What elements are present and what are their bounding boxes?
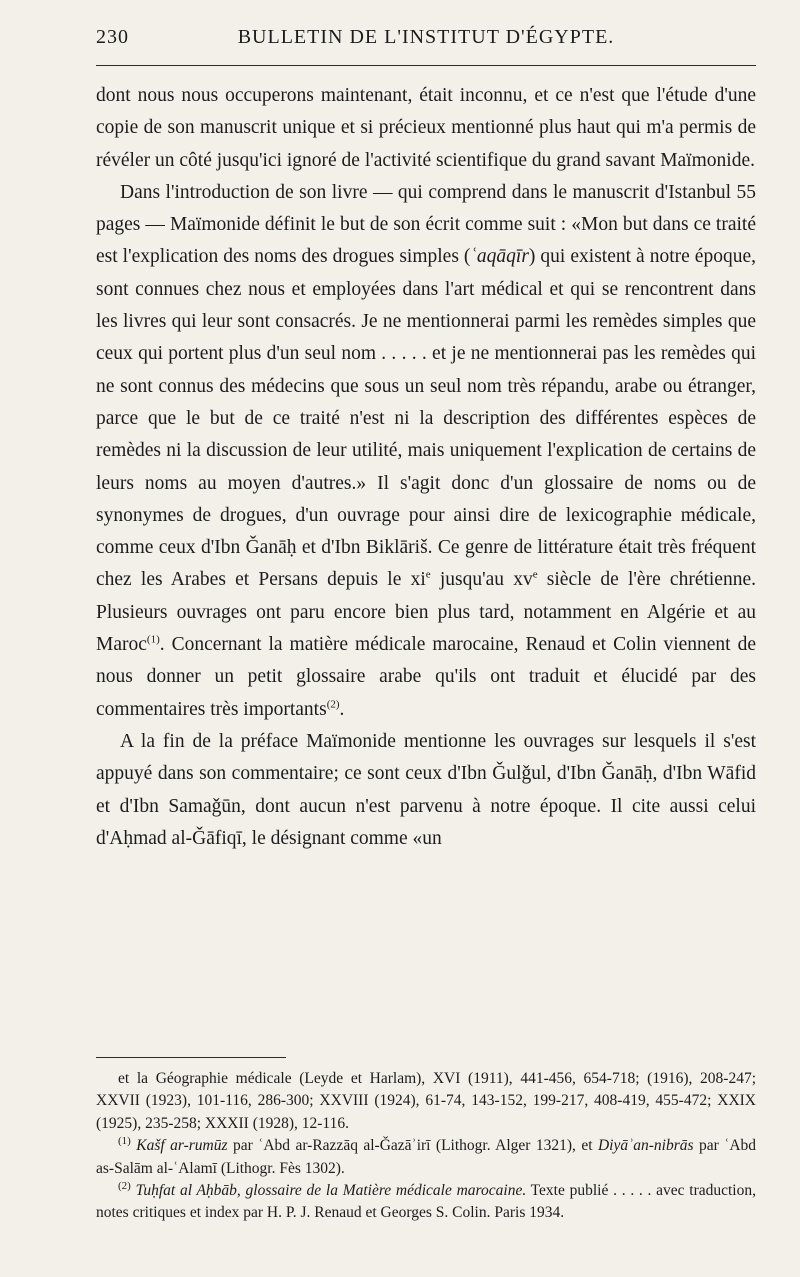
footnote-2-marker: (2) <box>118 1179 131 1192</box>
p2-text-6: . <box>339 698 345 720</box>
footnote-2 <box>96 1180 756 1225</box>
p2-italic-term: ʿaqāqīr <box>470 246 529 268</box>
footnotes <box>96 1068 756 1225</box>
sup-xv: e <box>532 568 538 581</box>
footnote-1-title-2: Diyāʾan-nibrās <box>597 1137 694 1155</box>
p2-text-4: siècle de l'ère chrétienne. Plusieurs ouvrages ont paru encore bien plus tard, notamment en Algérie et au Maroc <box>96 569 756 656</box>
body-text <box>96 80 756 855</box>
footnote-2-text: Texte publié . . . . . avec traduction, notes critiques et index par H. P. J. Renaud et Georges S. Colin. Paris 1934. <box>96 1182 756 1222</box>
footnote-ref-2[interactable]: (2) <box>326 698 340 711</box>
footnote-1 <box>96 1135 756 1180</box>
footnote-1-text-1: par ʿAbd ar-Razzāq al-Ǧazāʾirī (Lithogr. Alger 1321), et <box>232 1137 593 1155</box>
p2-text-5: . Concernant la matière médicale marocaine, Renaud et Colin viennent de nous donner un petit glossaire arabe qu'ils ont traduit et élucidé par des commentaires très importants <box>96 634 756 720</box>
paragraph-1: dont nous nous occuperons maintenant, était inconnu, et ce n'est que l'étude d'une copie de son manuscrit unique et si précieux mentionné plus haut qui m'a permis de révéler un côté jusqu'ici ignoré de l'activité scientifique du grand savant Maïmonide. <box>96 85 756 171</box>
footnote-1-text-2: par ʿAbd as-Salām al-ʿAlamī (Lithogr. Fès 1302). <box>96 1137 757 1177</box>
footnote-1-title-1: Kašf ar-rumūz <box>136 1137 228 1155</box>
running-title: BULLETIN DE L'INSTITUT D'ÉGYPTE. <box>237 26 615 48</box>
p2-text-3: jusqu'au xv <box>439 569 533 591</box>
footnote-1-marker: (1) <box>118 1135 131 1148</box>
p2-text-2: ) qui existent à notre époque, sont connues chez nous et employées dans l'art médical et qui se rencontrent dans les livres qui leur sont consacrés. Je ne mentionnerai parmi les remèdes simples que ceux qui portent plus d'un seul nom . . . . . et je ne mentionnerai pas les remèdes qui ne sont connus des médecins que sous un seul nom très répandu, arabe ou étranger, parce que le but de ce traité n'est ni la description des différentes espèces de remèdes ni la discussion de leur utilité, mais uniquement l'explication de certains de leurs noms au moyen d'autres.» Il s'agit donc d'un glossaire de noms ou de synonymes de drogues, d'un ouvrage pour ainsi dire de lexicographie médicale, comme ceux d'Ibn Ǧanāḥ et d'Ibn Biklāriš. Ce genre de littérature était très fréquent chez les Arabes et Persans depuis le <box>96 246 756 591</box>
page-header <box>96 16 756 56</box>
page-number: 230 <box>96 26 129 48</box>
p2-text-1: Dans l'introduction de son livre — qui comprend dans le manuscrit d'Istanbul 55 pages — Maïmonide définit le but de son écrit comme suit : «Mon but dans ce traité est l'explication des noms des drogues simples ( <box>96 181 756 268</box>
footnote-2-title: Tuḥfat al Aḥbāb, glossaire de la Matière médicale marocaine. <box>135 1182 527 1200</box>
footnote-rule <box>96 1057 286 1058</box>
header-rule <box>96 65 756 66</box>
sup-xi: e <box>425 568 431 581</box>
paragraph-3: A la fin de la préface Maïmonide mentionne les ouvrages sur lesquels il s'est appuyé dans son commentaire; ce sont ceux d'Ibn Ǧulǧul, d'Ibn Ǧanāḥ, d'Ibn Wāfid et d'Ibn Samaǧūn, dont aucun n'est parvenu à notre époque. Il cite aussi celui d'Aḥmad al-Ǧāfiqī, le désignant comme «un <box>96 730 756 849</box>
paragraph-2 <box>96 177 756 726</box>
century-xi: xi <box>410 569 426 591</box>
footnote-continuation: et la Géographie médicale (Leyde et Harlam), XVI (1911), 441-456, 654-718; (1916), 208-247; XXVII (1923), 101-116, 286-300; XXVIII (1924), 61-74, 143-152, 199-217, 408-419, 455-472; XXIX (1925), 235-258; XXXII (1928), 12-116. <box>96 1070 756 1132</box>
footnote-ref-1[interactable]: (1) <box>146 633 160 646</box>
